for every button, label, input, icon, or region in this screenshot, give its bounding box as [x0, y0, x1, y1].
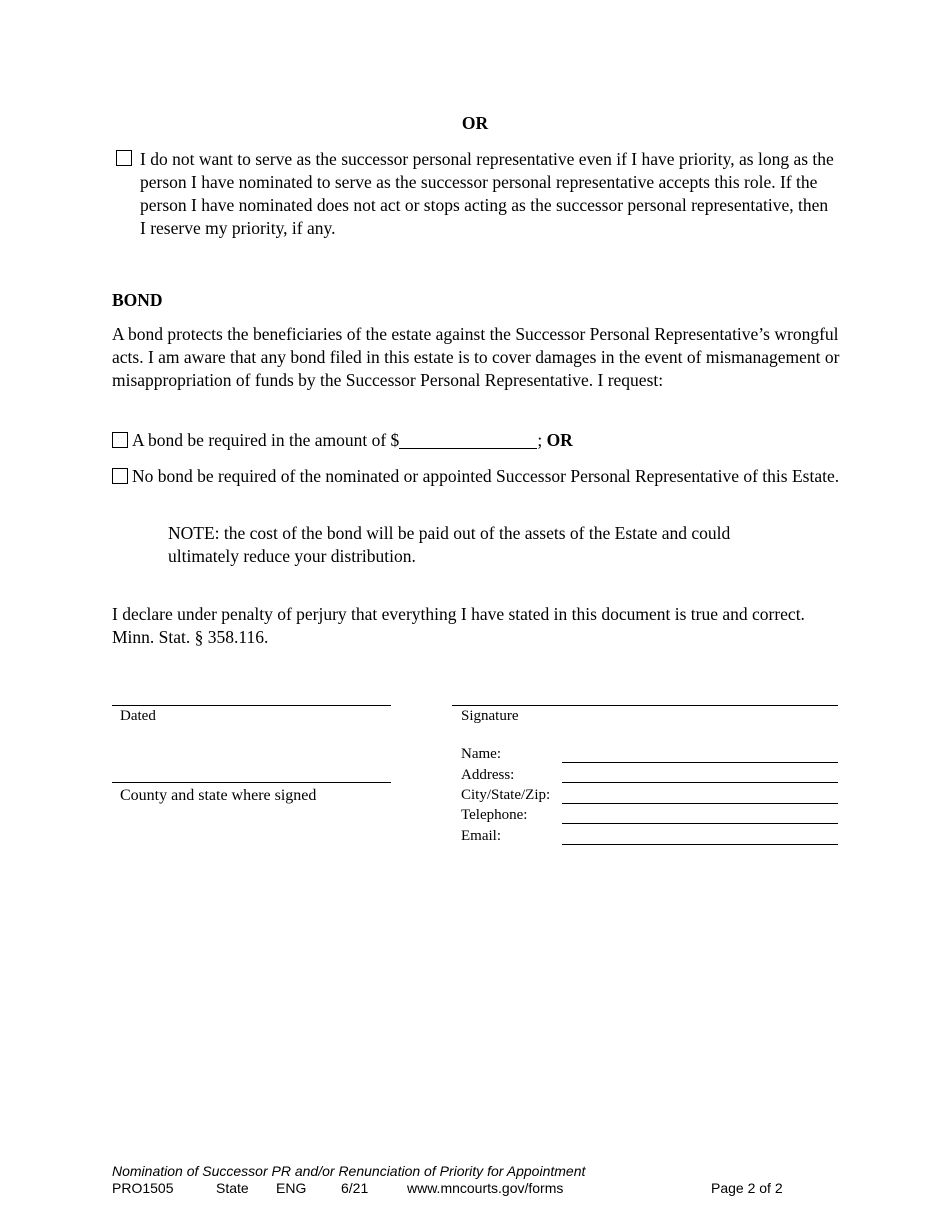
address-label: Address:	[461, 767, 515, 783]
name-label: Name:	[461, 746, 501, 762]
footer-url[interactable]: www.mncourts.gov/forms	[407, 1180, 564, 1196]
city-state-zip-label: City/State/Zip:	[461, 787, 551, 803]
footer-form-number: PRO1505	[112, 1180, 174, 1196]
renounce-text: I do not want to serve as the successor personal representative even if I have priority, as long as the person I have nominated to serve as the successor personal representative accepts this role. If the person I have nominated does not act or stops acting as the successor personal representative, then I reserve my priority, if any.	[140, 149, 834, 238]
city-state-zip-field[interactable]	[562, 803, 838, 804]
bond-note: NOTE: the cost of the bond will be paid out of the assets of the Estate and could ultimately reduce your distribution.	[168, 523, 731, 566]
bond-amount-checkbox[interactable]	[112, 432, 128, 448]
signature-line[interactable]	[452, 705, 838, 706]
renounce-option	[116, 148, 836, 240]
telephone-label: Telephone:	[461, 807, 528, 823]
or-heading: OR	[461, 113, 489, 133]
bond-option-none	[112, 465, 842, 488]
perjury-declaration: I declare under penalty of perjury that everything I have stated in this document is true and correct. Minn. Stat. § 358.116.	[112, 604, 805, 647]
bond-option-amount	[112, 429, 842, 452]
footer-revision: 6/21	[341, 1180, 369, 1196]
footer-language: ENG	[276, 1180, 307, 1196]
footer-jurisdiction: State	[216, 1180, 249, 1196]
bond-heading: BOND	[112, 290, 163, 310]
telephone-field[interactable]	[562, 823, 838, 824]
bond-amount-suffix: ;	[537, 430, 543, 450]
renounce-checkbox[interactable]	[116, 150, 132, 166]
address-field[interactable]	[562, 782, 838, 783]
dated-label: Dated	[120, 708, 156, 724]
county-label: County and state where signed	[120, 787, 317, 804]
email-label: Email:	[461, 828, 501, 844]
bond-amount-text: A bond be required in the amount of $	[132, 430, 400, 450]
dated-line[interactable]	[112, 705, 391, 706]
bond-or-label: OR	[546, 430, 573, 450]
county-line[interactable]	[112, 782, 391, 783]
name-field[interactable]	[562, 762, 838, 763]
no-bond-text: No bond be required of the nominated or appointed Successor Personal Representative of this Estate.	[132, 466, 840, 486]
bond-intro: A bond protects the beneficiaries of the estate against the Successor Personal Representative’s wrongful acts. I am aware that any bond filed in this estate is to cover damages in the event of mismanagement or misappropriation of funds by the Successor Personal Representative. I request:	[112, 324, 840, 390]
footer-title: Nomination of Successor PR and/or Renunciation of Priority for Appointment	[112, 1163, 586, 1179]
no-bond-checkbox[interactable]	[112, 468, 128, 484]
email-field[interactable]	[562, 844, 838, 845]
footer-page-number: Page 2 of 2	[711, 1180, 783, 1196]
bond-amount-field[interactable]	[399, 432, 537, 449]
signature-label: Signature	[461, 708, 519, 724]
